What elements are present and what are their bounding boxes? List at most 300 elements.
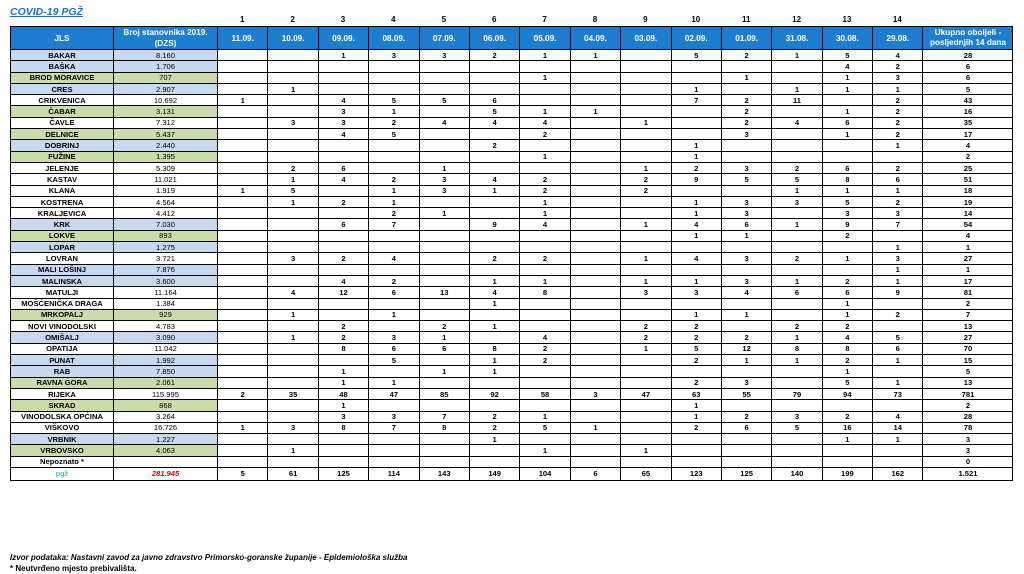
population-value: 4.783 <box>114 321 218 332</box>
daily-cases-cell: 4 <box>822 61 872 72</box>
daily-cases-cell: 2 <box>369 208 419 219</box>
daily-cases-cell <box>621 411 671 422</box>
daily-cases-cell <box>218 129 268 140</box>
daily-cases-cell: 47 <box>621 388 671 399</box>
daily-cases-cell <box>268 275 318 286</box>
daily-cases-cell <box>318 61 368 72</box>
total-cases-cell: 35 <box>923 117 1013 128</box>
daily-cases-cell <box>671 445 721 456</box>
table-row <box>11 422 1013 433</box>
daily-cases-cell: 7 <box>873 219 923 230</box>
daily-cases-cell <box>873 298 923 309</box>
sum-row <box>11 467 1013 480</box>
daily-cases-cell <box>621 366 671 377</box>
daily-cases-cell <box>520 400 570 411</box>
table-row <box>11 275 1013 286</box>
daily-cases-cell: 4 <box>469 174 519 185</box>
column-number: 12 <box>792 15 802 24</box>
daily-cases-cell: 2 <box>520 174 570 185</box>
daily-cases-cell: 3 <box>873 253 923 264</box>
table-row <box>11 287 1013 298</box>
daily-cases-cell <box>318 140 368 151</box>
daily-cases-cell <box>520 230 570 241</box>
daily-cases-cell <box>268 72 318 83</box>
daily-cases-cell: 2 <box>469 422 519 433</box>
population-value: 3.090 <box>114 332 218 343</box>
table-row <box>11 61 1013 72</box>
daily-cases-cell <box>721 264 771 275</box>
daily-cases-cell: 2 <box>520 253 570 264</box>
daily-cases-cell: 3 <box>721 208 771 219</box>
daily-cases-cell: 6 <box>318 162 368 173</box>
daily-cases-cell <box>671 72 721 83</box>
sum-total-cell: 1.521 <box>923 467 1013 480</box>
daily-cases-cell <box>772 434 822 445</box>
daily-cases-cell: 1 <box>419 162 469 173</box>
daily-cases-cell: 1 <box>570 106 620 117</box>
sum-daily-cell: 125 <box>721 467 771 480</box>
daily-cases-cell: 1 <box>268 83 318 94</box>
daily-cases-cell <box>469 196 519 207</box>
header-date: 30.08. <box>822 27 872 50</box>
daily-cases-cell: 1 <box>318 400 368 411</box>
daily-cases-cell <box>218 83 268 94</box>
daily-cases-cell <box>570 242 620 253</box>
daily-cases-cell: 2 <box>469 50 519 61</box>
header-date: 08.09. <box>369 27 419 50</box>
daily-cases-cell: 2 <box>369 117 419 128</box>
table-row <box>11 50 1013 61</box>
column-number: 1 <box>239 15 245 24</box>
daily-cases-cell <box>621 400 671 411</box>
daily-cases-cell: 1 <box>520 445 570 456</box>
daily-cases-cell: 2 <box>873 162 923 173</box>
daily-cases-cell: 3 <box>721 377 771 388</box>
daily-cases-cell: 8 <box>318 343 368 354</box>
daily-cases-cell <box>268 434 318 445</box>
total-cases-cell: 28 <box>923 50 1013 61</box>
daily-cases-cell: 48 <box>318 388 368 399</box>
total-cases-cell: 3 <box>923 434 1013 445</box>
daily-cases-cell: 4 <box>419 117 469 128</box>
total-cases-cell: 6 <box>923 61 1013 72</box>
municipality-name: KASTAV <box>11 174 114 185</box>
daily-cases-cell <box>570 366 620 377</box>
daily-cases-cell <box>318 72 368 83</box>
daily-cases-cell <box>218 50 268 61</box>
municipality-name: MOŠĆENIČKA DRAGA <box>11 298 114 309</box>
daily-cases-cell <box>621 61 671 72</box>
municipality-name: NOVI VINODOLSKI <box>11 321 114 332</box>
total-cases-cell: 1 <box>923 264 1013 275</box>
daily-cases-cell: 2 <box>822 230 872 241</box>
daily-cases-cell: 3 <box>369 50 419 61</box>
table-row <box>11 400 1013 411</box>
daily-cases-cell: 6 <box>318 219 368 230</box>
daily-cases-cell <box>721 434 771 445</box>
daily-cases-cell <box>621 140 671 151</box>
daily-cases-cell: 1 <box>318 366 368 377</box>
daily-cases-cell <box>671 129 721 140</box>
daily-cases-cell <box>520 140 570 151</box>
daily-cases-cell <box>419 61 469 72</box>
municipality-name: FUŽINE <box>11 151 114 162</box>
daily-cases-cell <box>268 140 318 151</box>
table-row <box>11 343 1013 354</box>
daily-cases-cell <box>822 151 872 162</box>
daily-cases-cell: 1 <box>419 208 469 219</box>
daily-cases-cell: 4 <box>369 253 419 264</box>
daily-cases-cell: 2 <box>873 129 923 140</box>
daily-cases-cell: 1 <box>721 72 771 83</box>
daily-cases-cell: 1 <box>520 275 570 286</box>
daily-cases-cell: 4 <box>469 117 519 128</box>
daily-cases-cell: 1 <box>822 434 872 445</box>
table-row <box>11 72 1013 83</box>
daily-cases-cell: 2 <box>318 253 368 264</box>
population-value: 10.692 <box>114 95 218 106</box>
daily-cases-cell: 2 <box>772 321 822 332</box>
municipality-name: KRALJEVICA <box>11 208 114 219</box>
population-value: 893 <box>114 230 218 241</box>
daily-cases-cell: 1 <box>721 355 771 366</box>
daily-cases-cell: 3 <box>721 196 771 207</box>
daily-cases-cell: 8 <box>822 174 872 185</box>
daily-cases-cell <box>318 83 368 94</box>
daily-cases-cell <box>873 445 923 456</box>
daily-cases-cell <box>318 445 368 456</box>
daily-cases-cell: 3 <box>318 117 368 128</box>
daily-cases-cell: 1 <box>419 366 469 377</box>
daily-cases-cell: 1 <box>772 50 822 61</box>
daily-cases-cell <box>369 242 419 253</box>
daily-cases-cell: 6 <box>873 343 923 354</box>
total-cases-cell: 27 <box>923 253 1013 264</box>
daily-cases-cell <box>520 456 570 467</box>
daily-cases-cell: 7 <box>369 422 419 433</box>
sum-daily-cell: 140 <box>772 467 822 480</box>
daily-cases-cell: 1 <box>822 72 872 83</box>
daily-cases-cell: 3 <box>621 287 671 298</box>
daily-cases-cell <box>218 230 268 241</box>
daily-cases-cell <box>369 140 419 151</box>
daily-cases-cell <box>772 366 822 377</box>
header-date: 03.09. <box>621 27 671 50</box>
daily-cases-cell <box>822 95 872 106</box>
daily-cases-cell: 4 <box>318 275 368 286</box>
daily-cases-cell: 3 <box>822 208 872 219</box>
total-cases-cell: 4 <box>923 140 1013 151</box>
daily-cases-cell <box>369 321 419 332</box>
table-row <box>11 208 1013 219</box>
daily-cases-cell: 6 <box>419 343 469 354</box>
total-cases-cell: 7 <box>923 309 1013 320</box>
municipality-name: ČABAR <box>11 106 114 117</box>
daily-cases-cell: 5 <box>268 185 318 196</box>
daily-cases-cell <box>469 72 519 83</box>
header-jls: JLS <box>11 27 114 50</box>
daily-cases-cell: 2 <box>721 332 771 343</box>
total-cases-cell: 2 <box>923 400 1013 411</box>
daily-cases-cell <box>621 151 671 162</box>
daily-cases-cell: 2 <box>873 196 923 207</box>
daily-cases-cell: 2 <box>318 332 368 343</box>
daily-cases-cell: 1 <box>621 117 671 128</box>
daily-cases-cell: 6 <box>721 422 771 433</box>
daily-cases-cell <box>369 264 419 275</box>
daily-cases-cell <box>721 151 771 162</box>
total-cases-cell: 1 <box>923 242 1013 253</box>
daily-cases-cell <box>318 434 368 445</box>
daily-cases-cell <box>822 140 872 151</box>
table-row <box>11 434 1013 445</box>
header-date: 06.09. <box>469 27 519 50</box>
daily-cases-cell <box>570 343 620 354</box>
daily-cases-cell <box>469 445 519 456</box>
daily-cases-cell <box>772 61 822 72</box>
daily-cases-cell: 3 <box>419 174 469 185</box>
table-row <box>11 174 1013 185</box>
header-date: 10.09. <box>268 27 318 50</box>
daily-cases-cell <box>318 309 368 320</box>
table-row <box>11 196 1013 207</box>
daily-cases-cell: 63 <box>671 388 721 399</box>
daily-cases-cell: 1 <box>469 321 519 332</box>
daily-cases-cell <box>772 72 822 83</box>
daily-cases-cell: 2 <box>318 196 368 207</box>
daily-cases-cell: 2 <box>268 162 318 173</box>
daily-cases-cell: 1 <box>671 309 721 320</box>
daily-cases-cell: 2 <box>621 332 671 343</box>
daily-cases-cell: 8 <box>822 343 872 354</box>
sum-daily-cell: 65 <box>621 467 671 480</box>
daily-cases-cell <box>469 208 519 219</box>
daily-cases-cell <box>318 242 368 253</box>
table-row <box>11 298 1013 309</box>
daily-cases-cell <box>469 129 519 140</box>
daily-cases-cell <box>268 343 318 354</box>
daily-cases-cell <box>570 445 620 456</box>
daily-cases-cell <box>570 253 620 264</box>
daily-cases-cell <box>469 83 519 94</box>
column-number: 13 <box>842 15 852 24</box>
table-row <box>11 366 1013 377</box>
daily-cases-cell <box>772 208 822 219</box>
daily-cases-cell <box>268 400 318 411</box>
daily-cases-cell <box>419 377 469 388</box>
daily-cases-cell: 2 <box>318 321 368 332</box>
daily-cases-cell <box>570 208 620 219</box>
daily-cases-cell <box>570 377 620 388</box>
daily-cases-cell <box>218 117 268 128</box>
daily-cases-cell: 1 <box>671 411 721 422</box>
municipality-name: RAB <box>11 366 114 377</box>
daily-cases-cell <box>570 321 620 332</box>
column-number: 8 <box>592 15 598 24</box>
daily-cases-cell: 1 <box>772 275 822 286</box>
population-value: 707 <box>114 72 218 83</box>
daily-cases-cell: 2 <box>520 129 570 140</box>
daily-cases-cell: 2 <box>873 95 923 106</box>
daily-cases-cell: 79 <box>772 388 822 399</box>
daily-cases-cell: 73 <box>873 388 923 399</box>
daily-cases-cell <box>873 151 923 162</box>
daily-cases-cell: 4 <box>822 332 872 343</box>
daily-cases-cell <box>218 321 268 332</box>
daily-cases-cell <box>218 400 268 411</box>
daily-cases-cell: 2 <box>671 422 721 433</box>
sum-daily-cell: 149 <box>469 467 519 480</box>
daily-cases-cell: 1 <box>621 162 671 173</box>
daily-cases-cell <box>218 434 268 445</box>
sum-population: 281.945 <box>114 467 218 480</box>
daily-cases-cell <box>218 366 268 377</box>
daily-cases-cell <box>570 355 620 366</box>
sum-daily-cell: 61 <box>268 467 318 480</box>
municipality-name: RAVNA GORA <box>11 377 114 388</box>
daily-cases-cell <box>671 242 721 253</box>
daily-cases-cell <box>469 162 519 173</box>
header-population: Broj stanovnika 2019. (DZS) <box>114 27 218 50</box>
municipality-name: DOBRINJ <box>11 140 114 151</box>
daily-cases-cell <box>772 106 822 117</box>
daily-cases-cell: 1 <box>873 264 923 275</box>
daily-cases-cell: 4 <box>671 253 721 264</box>
daily-cases-cell <box>570 140 620 151</box>
daily-cases-cell <box>419 242 469 253</box>
daily-cases-cell: 5 <box>369 95 419 106</box>
daily-cases-cell: 5 <box>369 355 419 366</box>
municipality-name: OPATIJA <box>11 343 114 354</box>
daily-cases-cell <box>570 411 620 422</box>
municipality-name: VINODOLSKA OPĆINA <box>11 411 114 422</box>
daily-cases-cell <box>469 230 519 241</box>
daily-cases-cell <box>419 355 469 366</box>
daily-cases-cell: 85 <box>419 388 469 399</box>
daily-cases-cell: 1 <box>822 185 872 196</box>
daily-cases-cell: 6 <box>369 343 419 354</box>
daily-cases-cell: 2 <box>469 140 519 151</box>
daily-cases-cell: 2 <box>822 411 872 422</box>
total-cases-cell: 5 <box>923 83 1013 94</box>
daily-cases-cell <box>268 129 318 140</box>
daily-cases-cell: 3 <box>570 388 620 399</box>
daily-cases-cell: 1 <box>671 400 721 411</box>
table-row <box>11 355 1013 366</box>
daily-cases-cell: 1 <box>469 185 519 196</box>
daily-cases-cell: 1 <box>520 106 570 117</box>
daily-cases-cell <box>419 434 469 445</box>
daily-cases-cell <box>268 298 318 309</box>
header-date: 09.09. <box>318 27 368 50</box>
daily-cases-cell: 1 <box>671 83 721 94</box>
daily-cases-cell: 35 <box>268 388 318 399</box>
municipality-name: VRBOVSKO <box>11 445 114 456</box>
total-cases-cell: 25 <box>923 162 1013 173</box>
daily-cases-cell: 6 <box>721 219 771 230</box>
daily-cases-cell: 2 <box>822 321 872 332</box>
daily-cases-cell: 4 <box>318 174 368 185</box>
daily-cases-cell <box>218 287 268 298</box>
daily-cases-cell: 5 <box>419 95 469 106</box>
table-row <box>11 309 1013 320</box>
daily-cases-cell <box>218 219 268 230</box>
daily-cases-cell: 1 <box>268 174 318 185</box>
daily-cases-cell: 8 <box>520 287 570 298</box>
daily-cases-cell <box>469 309 519 320</box>
daily-cases-cell: 1 <box>520 411 570 422</box>
daily-cases-cell: 2 <box>721 106 771 117</box>
daily-cases-cell <box>520 95 570 106</box>
daily-cases-cell <box>369 456 419 467</box>
daily-cases-cell: 1 <box>218 185 268 196</box>
daily-cases-cell: 6 <box>822 287 872 298</box>
table-row <box>11 185 1013 196</box>
daily-cases-cell <box>218 264 268 275</box>
table-row <box>11 253 1013 264</box>
daily-cases-cell <box>369 72 419 83</box>
daily-cases-cell <box>671 61 721 72</box>
municipality-name: PUNAT <box>11 355 114 366</box>
daily-cases-cell <box>822 264 872 275</box>
daily-cases-cell: 2 <box>721 117 771 128</box>
municipality-name: MALINSKA <box>11 275 114 286</box>
source-note: Izvor podataka: Nastavni zavod za javno zdravstvo Primorsko-goranske županije - Epidemiološka služba <box>10 553 408 562</box>
daily-cases-cell: 2 <box>671 332 721 343</box>
total-cases-cell: 78 <box>923 422 1013 433</box>
daily-cases-cell: 1 <box>621 219 671 230</box>
daily-cases-cell: 4 <box>268 287 318 298</box>
table-row <box>11 411 1013 422</box>
daily-cases-cell: 1 <box>520 196 570 207</box>
daily-cases-cell <box>419 253 469 264</box>
daily-cases-cell: 4 <box>873 411 923 422</box>
population-value: 4.063 <box>114 445 218 456</box>
municipality-name: BAŠKA <box>11 61 114 72</box>
header-total: Ukupno oboljeli - posljednjih 14 dana <box>923 27 1013 50</box>
daily-cases-cell <box>570 162 620 173</box>
municipality-name: ČAVLE <box>11 117 114 128</box>
daily-cases-cell <box>218 343 268 354</box>
daily-cases-cell: 2 <box>520 355 570 366</box>
daily-cases-cell <box>369 434 419 445</box>
daily-cases-cell <box>268 366 318 377</box>
daily-cases-cell: 2 <box>873 106 923 117</box>
daily-cases-cell: 6 <box>873 174 923 185</box>
daily-cases-cell <box>318 151 368 162</box>
daily-cases-cell <box>520 377 570 388</box>
daily-cases-cell <box>369 366 419 377</box>
daily-cases-cell: 1 <box>822 129 872 140</box>
daily-cases-cell <box>318 298 368 309</box>
daily-cases-cell <box>318 185 368 196</box>
daily-cases-cell <box>369 298 419 309</box>
municipality-name: LOKVE <box>11 230 114 241</box>
daily-cases-cell: 3 <box>721 275 771 286</box>
daily-cases-cell: 1 <box>873 83 923 94</box>
daily-cases-cell: 1 <box>268 445 318 456</box>
daily-cases-cell <box>721 298 771 309</box>
daily-cases-cell: 3 <box>369 332 419 343</box>
table-row <box>11 242 1013 253</box>
daily-cases-cell <box>721 445 771 456</box>
municipality-name: MALI LOŠINJ <box>11 264 114 275</box>
total-cases-cell: 28 <box>923 411 1013 422</box>
daily-cases-cell <box>218 309 268 320</box>
daily-cases-cell <box>772 129 822 140</box>
table-row <box>11 83 1013 94</box>
daily-cases-cell: 1 <box>520 151 570 162</box>
